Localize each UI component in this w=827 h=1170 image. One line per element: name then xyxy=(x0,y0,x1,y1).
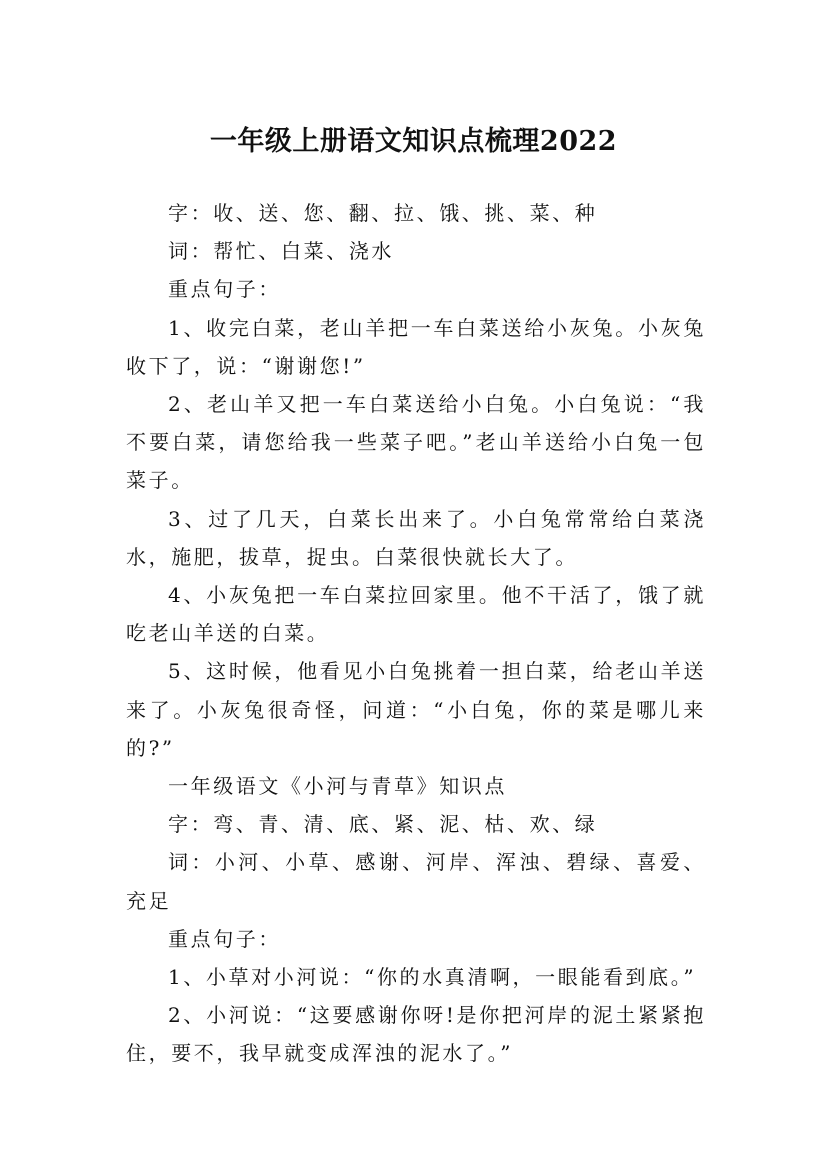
document-title: 一年级上册语文知识点梳理2022 xyxy=(209,126,618,158)
paragraph: 1、收完白菜，老山羊把一车白菜送给小灰兔。小灰兔收下了，说：“谢谢您!” xyxy=(126,315,706,378)
section-heading: 一年级语文《小河与青草》知识点 xyxy=(168,774,507,799)
paragraph: 2、小河说：“这要感谢你呀!是你把河岸的泥土紧紧抱住，要不，我早就变成浑浊的泥水了。” xyxy=(126,1003,706,1066)
document-body xyxy=(126,194,706,1073)
paragraph: 词：小河、小草、感谢、河岸、浑浊、碧绿、喜爱、充足 xyxy=(126,850,706,913)
paragraph: 2、老山羊又把一车白菜送给小白兔。小白兔说：“我不要白菜，请您给我一些菜子吧。”老山羊送给小白兔一包菜子。 xyxy=(126,392,706,493)
paragraph: 词：帮忙、白菜、浇水 xyxy=(168,239,394,264)
paragraph: 4、小灰兔把一车白菜拉回家里。他不干活了，饿了就吃老山羊送的白菜。 xyxy=(126,583,706,646)
paragraph: 3、过了几天，白菜长出来了。小白兔常常给白菜浇水，施肥，拔草，捉虫。白菜很快就长大了。 xyxy=(126,506,706,569)
paragraph: 5、这时候，他看见小白兔挑着一担白菜，给老山羊送来了。小灰兔很奇怪，问道：“小白兔，你的菜是哪儿来的?” xyxy=(126,659,706,760)
paragraph: 1、小草对小河说：“你的水真清啊，一眼能看到底。” xyxy=(168,965,697,990)
paragraph: 重点句子： xyxy=(168,926,281,951)
paragraph: 重点句子： xyxy=(168,277,281,302)
paragraph: 字：弯、青、清、底、紧、泥、枯、欢、绿 xyxy=(168,812,598,837)
paragraph: 字：收、送、您、翻、拉、饿、挑、菜、种 xyxy=(168,201,598,225)
